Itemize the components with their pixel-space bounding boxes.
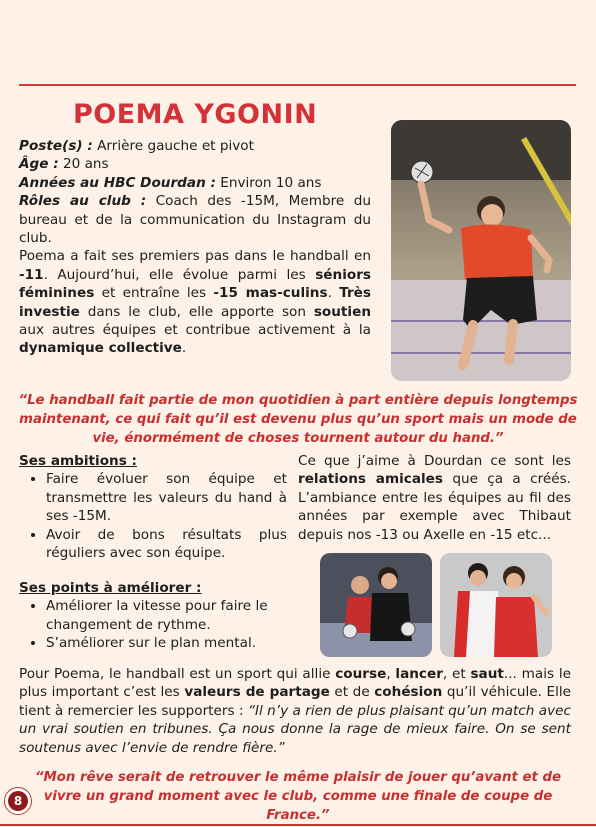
poste-value: Arrière gauche et pivot <box>92 138 254 154</box>
age-label: Âge : <box>19 156 59 173</box>
closing-paragraph: Pour Poema, le handball est un sport qui allie course, lancer, et saut... mais le plus important c’est les valeurs de partage et de cohésion qu’il véhicule. Elle tient à remercier les supporters : “Il n’y a rien de plus plaisant qu’un match avec un vrai soutien en tribunes. Ça nous donne la rage de mieux faire. On se sent soutenus avec l’envie de rendre fière.” <box>19 666 571 756</box>
team-photo-right <box>440 553 552 657</box>
list-item: • Améliorer la vitesse pour faire le changement de rythme. <box>46 597 287 634</box>
bottom-divider <box>0 824 596 826</box>
list-item: • Faire évoluer son équipe et transmettre les valeurs du hand à ses -15M. <box>46 470 287 525</box>
profile-section <box>19 137 371 358</box>
top-divider <box>19 84 576 86</box>
list-item: • S’améliorer sur le plan mental. <box>46 634 287 652</box>
poste-label: Poste(s) : <box>19 138 93 154</box>
page-number-badge <box>4 787 32 815</box>
ambitions-section <box>19 452 287 562</box>
list-item: • Avoir de bons résultats plus réguliers avec son équipe. <box>46 526 287 563</box>
roles-value: Coach des -15M, Membre du bureau et de la communication du Instagram du club. <box>19 193 371 247</box>
quote-2: “Mon rêve serait de retrouver le même plaisir de jouer qu’avant et de vivre un grand moment avec le club, comme une finale de coupe de France.” <box>34 770 562 823</box>
page-number: 8 <box>8 791 28 811</box>
annees-value: Environ 10 ans <box>215 174 322 191</box>
player-action-photo <box>391 120 571 381</box>
page-title: POEMA YGONIN <box>73 99 318 130</box>
team-photo-left <box>320 553 432 657</box>
ambitions-list <box>19 470 287 562</box>
annees-label: Années au HBC Dourdan : <box>19 174 216 191</box>
quote-1: “Le handball fait partie de mon quotidien à part entière depuis longtemps maintenant, ce qui fait qu’il est devenu plus qu’un sport mais un mode de vie, énormément de choses tournent autour du hand.” <box>18 393 578 446</box>
points-section <box>19 579 287 653</box>
ambitions-heading: Ses ambitions : <box>19 453 137 469</box>
points-heading: Ses points à améliorer : <box>19 580 202 596</box>
bio-paragraph: Poema a fait ses premiers pas dans le handball en -11. Aujourd’hui, elle évolue parmi les séniors féminines et entraîne les -15 mas-culins. Très investie dans le club, elle apporte son soutien aux autres équipes et contribue activement à la dynamique collective. <box>19 248 371 357</box>
age-value: 20 ans <box>58 156 109 173</box>
roles-label: Rôles au club : <box>19 193 147 210</box>
dourdan-paragraph: Ce que j’aime à Dourdan ce sont les relations amicales que ça a créés. L’ambiance entre les équipes au fil des années par exemple avec Thibaut depuis nos -13 ou Axelle en -15 etc... <box>298 453 571 543</box>
points-list <box>19 597 287 652</box>
